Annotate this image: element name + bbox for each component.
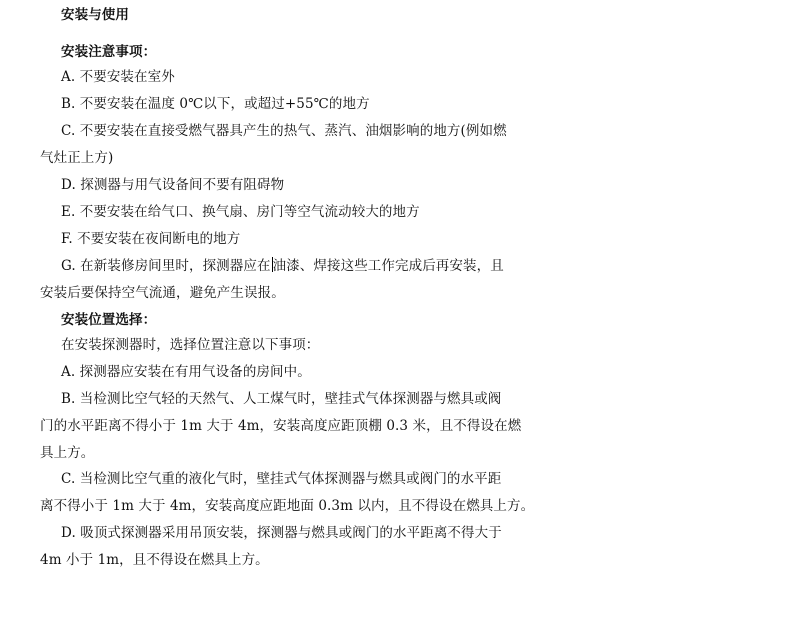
location-intro: 在安装探测器时，选择位置注意以下事项： <box>61 337 320 353</box>
note-item-d: D. 探测器与用气设备间不要有阻碍物 <box>61 177 285 193</box>
note-item-c: C. 不要安装在直接受燃气器具产生的热气、蒸汽、油烟影响的地方(例如燃 <box>61 123 507 139</box>
location-item-b: B. 当检测比空气轻的天然气、人工煤气时，壁挂式气体探测器与燃具或阀 <box>61 391 502 407</box>
section-title-install-notes: 安装注意事项： <box>61 44 157 60</box>
note-item-g-end: 油漆、焊接这些工作完成后再安装，且 <box>272 258 504 274</box>
note-item-c-continued: 气灶正上方) <box>40 150 114 166</box>
heading-install-and-use: 安装与使用 <box>61 7 129 23</box>
note-item-e: E. 不要安装在给气口、换气扇、房门等空气流动较大的地方 <box>61 204 420 220</box>
section-title-install-location: 安装位置选择： <box>61 312 157 328</box>
note-item-g <box>61 257 504 275</box>
note-item-b: B. 不要安装在温度 0℃以下，或超过+55℃的地方 <box>61 96 370 112</box>
note-item-f: F. 不要安装在夜间断电的地方 <box>61 231 241 247</box>
note-item-g-continued: 安装后要保持空气流通，避免产生误报。 <box>40 285 285 301</box>
location-item-a: A. 探测器应安装在有用气设备的房间中。 <box>61 364 311 380</box>
location-item-d: D. 吸顶式探测器采用吊顶安装，探测器与燃具或阀门的水平距离不得大于 <box>61 525 502 541</box>
location-item-c-continued: 离不得小于 1m 大于 4m，安装高度应距地面 0.3m 以内，且不得设在燃具上方。 <box>40 498 535 514</box>
location-item-c: C. 当检测比空气重的液化气时，壁挂式气体探测器与燃具或阀门的水平距 <box>61 471 502 487</box>
note-item-g-start: G. 在新装修房间里时，探测器应在 <box>61 258 271 274</box>
location-item-d-continued: 4m 小于 1m，且不得设在燃具上方。 <box>40 552 269 568</box>
location-item-b-continued-1: 门的水平距离不得小于 1m 大于 4m，安装高度应距顶棚 0.3 米，且不得设在燃 <box>40 418 522 434</box>
note-item-a: A. 不要安装在室外 <box>61 69 175 85</box>
location-item-b-continued-2: 具上方。 <box>40 445 95 461</box>
